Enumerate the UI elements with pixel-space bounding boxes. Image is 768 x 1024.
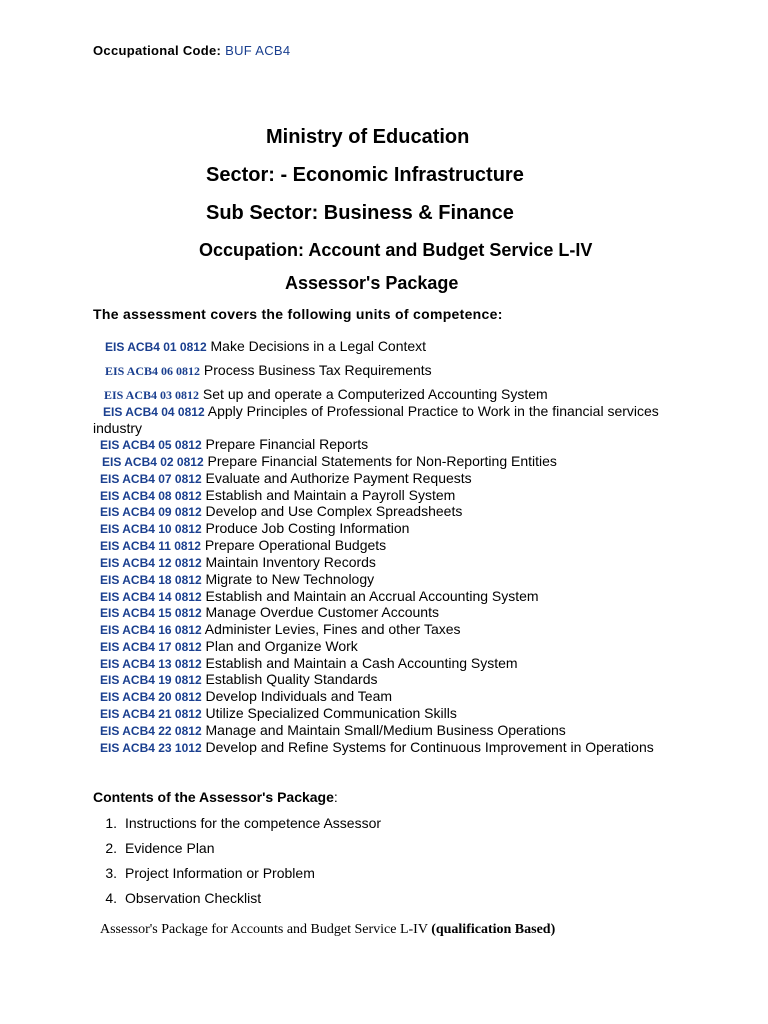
unit-item (100, 588, 539, 605)
unit-code: EIS ACB4 11 0812 (100, 539, 201, 553)
unit-item (100, 537, 386, 554)
unit-title: Manage and Maintain Small/Medium Business Operations (205, 722, 566, 738)
unit-item (93, 403, 673, 436)
unit-title: Evaluate and Authorize Payment Requests (205, 470, 472, 486)
unit-title: Make Decisions in a Legal Context (210, 338, 427, 354)
unit-item (102, 453, 557, 470)
unit-item (105, 338, 426, 355)
unit-title: Develop and Refine Systems for Continuous Improvement in Operations (205, 739, 654, 755)
unit-title: Develop Individuals and Team (205, 688, 393, 704)
unit-code: EIS ACB4 20 0812 (100, 690, 202, 704)
unit-code: EIS ACB4 19 0812 (100, 673, 202, 687)
contents-heading-colon: : (333, 789, 338, 805)
unit-item (105, 362, 432, 379)
package-title: Assessor's Package (285, 273, 459, 293)
unit-item (100, 671, 378, 688)
unit-title: Establish Quality Standards (205, 671, 378, 687)
unit-code: EIS ACB4 21 0812 (100, 707, 202, 721)
unit-item (100, 470, 472, 487)
unit-code: EIS ACB4 14 0812 (100, 590, 202, 604)
unit-title: Prepare Operational Budgets (204, 537, 387, 553)
contents-heading-text: Contents of the Assessor's Package (93, 789, 334, 805)
unit-code: EIS ACB4 02 0812 (102, 455, 204, 469)
unit-title: Maintain Inventory Records (205, 554, 376, 570)
contents-item-number: 1. (105, 815, 117, 831)
unit-code: EIS ACB4 05 0812 (100, 438, 202, 452)
footer-text: Assessor's Package for Accounts and Budget Service L-IV (100, 922, 432, 937)
unit-item (100, 688, 392, 705)
occupation-title: Occupation: Account and Budget Service L-IV (199, 240, 593, 260)
unit-title: Manage Overdue Customer Accounts (205, 604, 439, 620)
unit-code: EIS ACB4 10 0812 (100, 522, 202, 536)
contents-item-number: 4. (105, 890, 117, 906)
contents-heading (93, 789, 338, 805)
occupational-code-label: Occupational Code: (93, 43, 222, 58)
unit-code: EIS ACB4 13 0812 (100, 657, 202, 671)
footer-bold-text: (qualification Based) (431, 922, 556, 937)
contents-item-number: 2. (105, 840, 117, 856)
units-intro: The assessment covers the following units of competence: (93, 306, 503, 322)
unit-item (100, 436, 368, 453)
unit-code: EIS ACB4 23 1012 (100, 741, 202, 755)
unit-item (100, 621, 461, 638)
unit-title: Apply Principles of Professional Practice to Work in the financial services industry (93, 403, 659, 436)
unit-code: EIS ACB4 07 0812 (100, 472, 202, 486)
page-footer (100, 922, 555, 938)
unit-title: Plan and Organize Work (205, 638, 358, 654)
contents-item-number: 3. (105, 865, 117, 881)
contents-item-text: Evidence Plan (125, 840, 215, 856)
occupational-code-value: BUF ACB4 (225, 43, 291, 58)
unit-code: EIS ACB4 17 0812 (100, 640, 202, 654)
sub-sector-title: Sub Sector: Business & Finance (206, 202, 514, 224)
unit-title: Develop and Use Complex Spreadsheets (205, 503, 463, 519)
ministry-title: Ministry of Education (266, 126, 470, 148)
unit-code: EIS ACB4 01 0812 (105, 340, 207, 354)
unit-item (100, 705, 457, 722)
contents-item-text: Instructions for the competence Assessor (125, 815, 382, 831)
unit-code: EIS ACB4 08 0812 (100, 489, 202, 503)
unit-title: Establish and Maintain a Cash Accounting System (205, 655, 518, 671)
contents-item (93, 813, 381, 838)
unit-item (100, 604, 439, 621)
unit-code: EIS ACB4 16 0812 (100, 623, 202, 637)
occupational-code-line (93, 43, 290, 58)
unit-title: Utilize Specialized Communication Skills (205, 705, 457, 721)
unit-code: EIS ACB4 03 0812 (104, 388, 200, 402)
unit-title: Produce Job Costing Information (205, 520, 410, 536)
unit-title: Prepare Financial Reports (205, 436, 369, 452)
unit-item (104, 386, 548, 403)
unit-title: Administer Levies, Fines and other Taxes (204, 621, 461, 637)
unit-item (93, 739, 673, 756)
unit-item (100, 655, 518, 672)
unit-title: Prepare Financial Statements for Non-Reporting Entities (207, 453, 557, 469)
contents-item-text: Project Information or Problem (125, 865, 315, 881)
unit-item (100, 554, 376, 571)
unit-item (100, 638, 358, 655)
unit-title: Set up and operate a Computerized Accounting System (202, 386, 548, 402)
sector-title: Sector: - Economic Infrastructure (206, 164, 524, 186)
unit-code: EIS ACB4 22 0812 (100, 724, 202, 738)
contents-list (93, 813, 381, 913)
contents-item (93, 888, 381, 913)
unit-item (100, 503, 462, 520)
unit-item (100, 722, 566, 739)
unit-title: Process Business Tax Requirements (203, 362, 432, 378)
unit-item (100, 520, 409, 537)
contents-item (93, 838, 381, 863)
unit-code: EIS ACB4 12 0812 (100, 556, 202, 570)
unit-code: EIS ACB4 09 0812 (100, 505, 202, 519)
unit-title: Migrate to New Technology (205, 571, 375, 587)
unit-code: EIS ACB4 04 0812 (103, 405, 205, 419)
unit-code: EIS ACB4 15 0812 (100, 606, 202, 620)
contents-item-text: Observation Checklist (125, 890, 262, 906)
unit-item (100, 571, 374, 588)
unit-title: Establish and Maintain a Payroll System (205, 487, 456, 503)
contents-item (93, 863, 381, 888)
unit-title: Establish and Maintain an Accrual Accounting System (205, 588, 539, 604)
unit-code: EIS ACB4 18 0812 (100, 573, 202, 587)
unit-code: EIS ACB4 06 0812 (105, 364, 201, 378)
unit-item (100, 487, 455, 504)
